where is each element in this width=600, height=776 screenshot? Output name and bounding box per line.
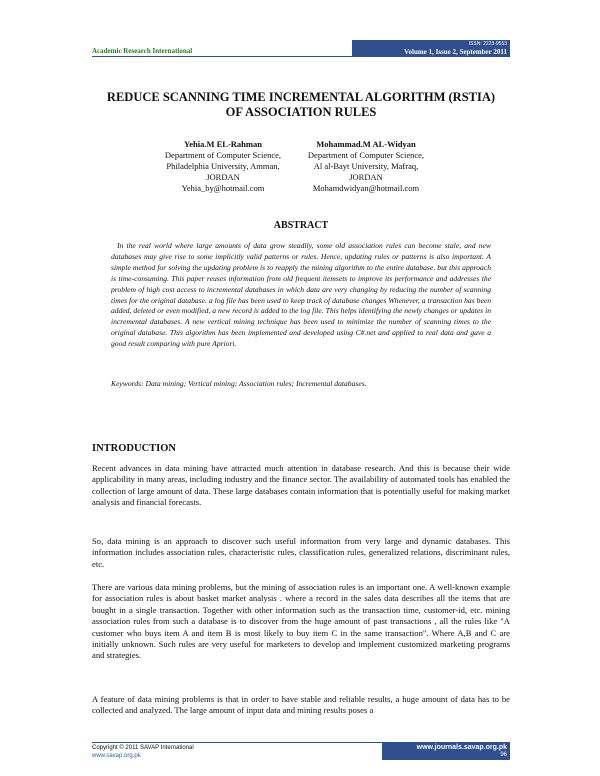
author-country: JORDAN xyxy=(206,172,240,182)
journal-name: Academic Research International xyxy=(92,47,193,55)
author-affiliation: Philadelphia University, Amman, xyxy=(166,161,280,171)
copyright-text: Copyright © 2011 SAVAP International xyxy=(92,745,194,751)
author-email[interactable]: Mohamdwidyan@hotmail.com xyxy=(312,183,420,193)
author-affiliation: Al al-Bayt University, Mafraq, xyxy=(313,161,419,171)
journal-url-link[interactable]: www.journals.savap.org.pk xyxy=(416,744,507,751)
author-block-2 xyxy=(291,139,441,194)
intro-paragraph-2: So, data mining is an approach to discover such useful information from very large and dynamic databases. This information includes association rules, characteristic rules, classification rules, generalized relations, discriminant rules, etc. xyxy=(92,536,510,569)
introduction-heading: INTRODUCTION xyxy=(92,443,177,454)
keywords: Keywords: Data mining; Vertical mining; Association rules; Incremental databases. xyxy=(111,379,367,388)
page-number: 96 xyxy=(500,752,507,758)
abstract-text: In the real world where large amounts of data grow steadily, some old association rules can become stale, and new databases may give rise to some implicitly valid patterns or rules. Hence, updating rules or patterns is also important. A simple method for solving the updating problem is to reapply the mining algorithm to the entire database, but this approach is time-consuming. This paper reuses information from old frequent itemsets to improve its performance and addresses the problem of high cost access to incremental databases in which data are very changing by reducing the number of scanning times for the original database. a log file has been used to keep track of database changes Whenever, a transaction has been added, deleted or even modified, a new record is added to the log file. This helps identifying the newly changes or updates in incremental databases. A new vertical mining technique has been used to minimize the number of scanning times to the original database. This algorithm has been implemented and developed using C#.net and applied to real data and gave a good result comparing with pure Apriori. xyxy=(111,241,491,349)
intro-paragraph-3: There are various data mining problems, but the mining of association rules is an important one. A well-known example for association rules is about basket market analysis . where a record in the sales data describes all the items that are bought in a single transaction. Together with other information such as the transaction time, customer-id, etc. mining association rules from such a database is to discover from the huge amount of past transactions , all the rules like "A customer who buys item A and item B is most likely to buy item C in the same transaction". Where A,B and C are initially unknown. Such rules are very useful for marketers to develop and implement customized marketing programs and strategies. xyxy=(92,582,510,661)
paper-title xyxy=(92,90,510,120)
footer-copyright-block xyxy=(92,744,194,760)
abstract-heading: ABSTRACT xyxy=(273,220,329,231)
author-country: JORDAN xyxy=(349,172,383,182)
issn-label: ISSN: 2223-9553 xyxy=(468,41,507,47)
author-dept: Department of Computer Science, xyxy=(307,150,425,160)
author-email[interactable]: Yehia_by@hotmail.com xyxy=(181,183,265,193)
issue-banner xyxy=(352,40,510,56)
intro-paragraph-1: Recent advances in data mining have attracted much attention in database research. And this is because their wide applicability in many areas, including industry and the finance sector. The availability of automated tools has enabled the collection of large amount of data. These large databases contain information that is potentially useful for making market analysis and financial forecasts. xyxy=(92,463,510,508)
footer-banner xyxy=(382,743,510,760)
author-dept: Department of Computer Science, xyxy=(164,150,282,160)
title-line-1: REDUCE SCANNING TIME INCREMENTAL ALGORITHM (RSTIA) xyxy=(106,90,496,104)
author-name: Mohammad.M AL-Widyan xyxy=(316,139,416,149)
intro-paragraph-4: A feature of data mining problems is that in order to have stable and reliable results, a huge amount of data has to be collected and analyzed. The large amount of input data and mining results poses a xyxy=(92,694,510,716)
header-divider xyxy=(92,56,510,57)
author-name: Yehia.M EL-Rahman xyxy=(184,139,262,149)
publisher-site-link[interactable]: www.savap.org.pk xyxy=(92,753,141,759)
author-block-1 xyxy=(148,139,298,194)
title-line-2: OF ASSOCIATION RULES xyxy=(225,105,377,119)
volume-label: Volume 1, Issue 2, September 2011 xyxy=(404,48,507,56)
